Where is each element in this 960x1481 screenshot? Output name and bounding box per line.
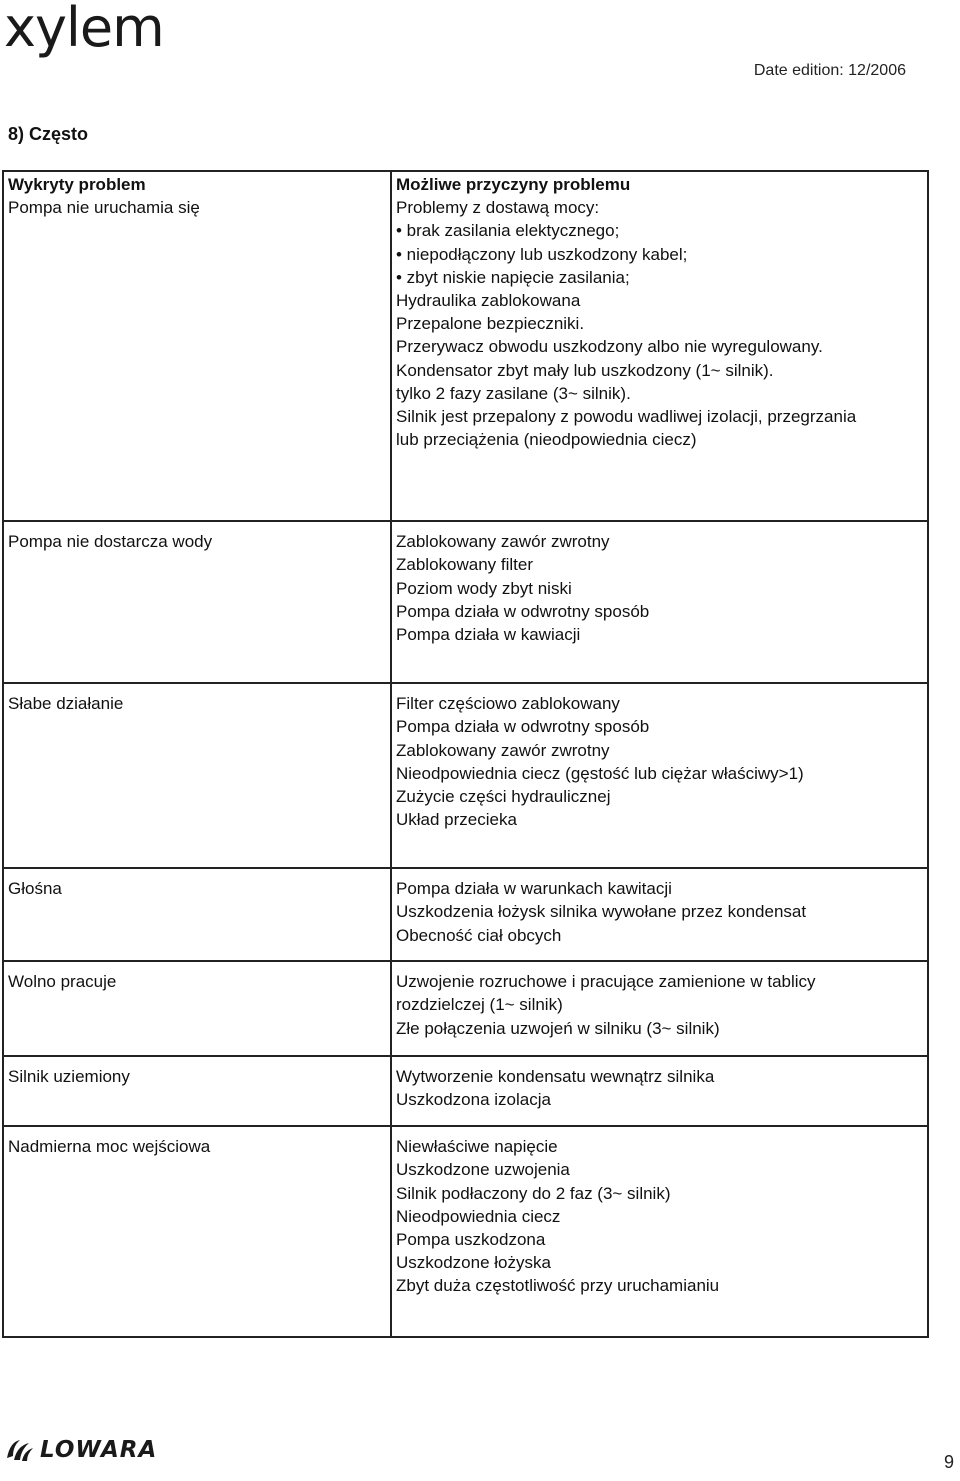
lowara-wordmark: LOWARA (40, 1437, 158, 1463)
table-row (3, 1126, 928, 1337)
causes-cell: Niewłaściwe napięcie Uszkodzone uzwojenia Silnik podłaczony do 2 faz (3~ silnik) Nieodpowiednia ciecz Pompa uszkodzona Uszkodzone łożyska Zbyt duża częstotliwość przy uruchamianiu (391, 1126, 928, 1337)
problem-cell: Nadmierna moc wejściowa (3, 1126, 391, 1337)
section-title: 8) Często (8, 124, 89, 144)
troubleshooting-table (2, 170, 929, 1338)
table-row (3, 961, 928, 1056)
causes-cell: Pompa działa w warunkach kawitacji Uszkodzenia łożysk silnika wywołane przez kondensat Obecność ciał obcych (391, 868, 928, 961)
table-row (3, 196, 928, 521)
problem-cell: Pompa nie dostarcza wody (3, 521, 391, 683)
problem-cell: Silnik uziemiony (3, 1056, 391, 1126)
page-number: 9 (943, 1452, 954, 1472)
causes-cell: Zablokowany zawór zwrotny Zablokowany filter Poziom wody zbyt niski Pompa działa w odwrotny sposób Pompa działa w kawiacji (391, 521, 928, 683)
causes-cell: Wytworzenie kondensatu wewnątrz silnika Uszkodzona izolacja (391, 1056, 928, 1126)
lowara-logo (4, 1436, 157, 1464)
header-detected-problem: Wykryty problem (3, 171, 391, 196)
problem-cell: Słabe działanie (3, 683, 391, 868)
table-row (3, 1056, 928, 1126)
causes-cell: Problemy z dostawą mocy: • brak zasilania elektycznego; • niepodłączony lub uszkodzony kabel; • zbyt niskie napięcie zasilania; Hydraulika zablokowana Przepalone bezpieczniki. Przerywacz obwodu uszkodzony albo nie wyregulowany. Kondensator zbyt mały lub uszkodzony (1~ silnik). tylko 2 fazy zasilane (3~ silnik). Silnik jest przepalony z powodu wadliwej izolacji, przegrzania lub przeciążenia (nieodpowiednia ciecz) (391, 196, 928, 521)
xylem-logo: xylem (4, 0, 164, 59)
problem-cell: Wolno pracuje (3, 961, 391, 1056)
problem-cell: Pompa nie uruchamia się (3, 196, 391, 521)
table-row (3, 868, 928, 961)
lowara-mark-icon (4, 1436, 34, 1464)
problem-cell: Głośna (3, 868, 391, 961)
header-possible-causes: Możliwe przyczyny problemu (391, 171, 928, 196)
table-row (3, 683, 928, 868)
causes-cell: Uzwojenie rozruchowe i pracujące zamienione w tablicy rozdzielczej (1~ silnik) Złe połączenia uzwojeń w silniku (3~ silnik) (391, 961, 928, 1056)
date-edition: Date edition: 12/2006 (753, 62, 906, 79)
causes-cell: Filter częściowo zablokowany Pompa działa w odwrotny sposób Zablokowany zawór zwrotny Nieodpowiednia ciecz (gęstość lub ciężar właściwy>1) Zużycie części hydraulicznej Układ przecieka (391, 683, 928, 868)
table-header-row (3, 171, 928, 196)
table-row (3, 521, 928, 683)
